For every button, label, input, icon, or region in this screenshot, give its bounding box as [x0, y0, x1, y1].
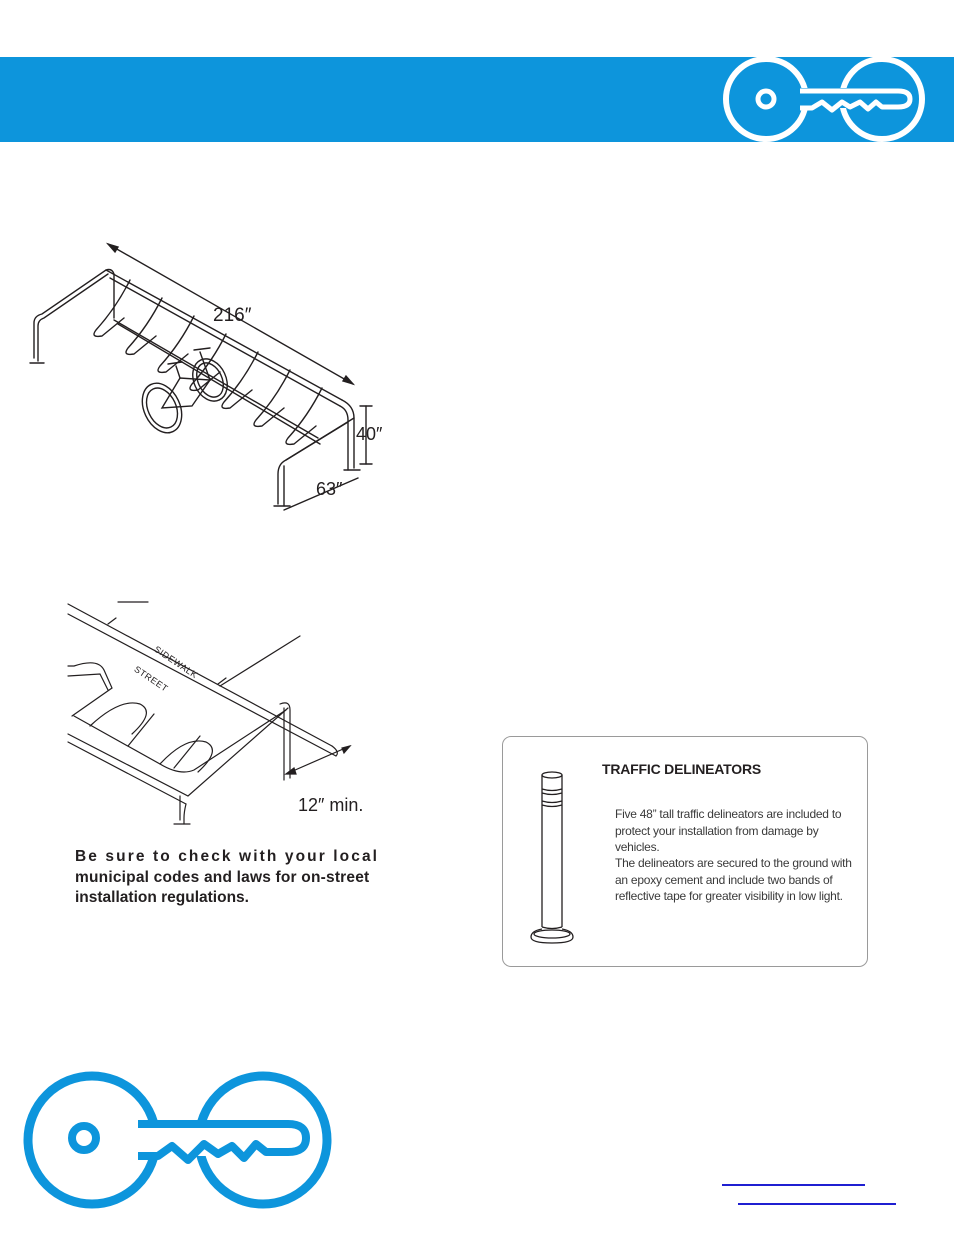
delineators-paragraph-1: Five 48” tall traffic delineators are included to protect your installation from damage by vehicles. — [615, 807, 842, 854]
bike-rack-drawing — [20, 238, 390, 513]
delineators-paragraph-2: The delineators are secured to the ground with an epoxy cement and include two bands of reflective tape for greater visibility in low light. — [615, 856, 852, 903]
key-link-icon — [722, 55, 926, 143]
footer-link-2[interactable] — [738, 1203, 896, 1205]
note-line-1: Be sure to check with your local — [75, 848, 380, 865]
sidewalk-label: SIDEWALK — [152, 644, 200, 681]
clearance-label: 12″ min. — [298, 795, 364, 815]
delineators-title: TRAFFIC DELINEATORS — [602, 761, 762, 777]
note-line-3: installation regulations. — [75, 889, 249, 906]
footer-link-1[interactable] — [722, 1184, 865, 1186]
rack-length-label: 216″ — [213, 305, 252, 326]
street-label: STREET — [132, 664, 170, 694]
traffic-delineators-box — [502, 736, 868, 967]
rack-depth-label: 63″ — [316, 479, 343, 499]
rack-height-label: 40″ — [356, 424, 383, 444]
key-link-icon — [20, 1068, 335, 1212]
installation-note — [75, 847, 380, 909]
delineator-post-icon — [527, 767, 577, 947]
note-line-2: municipal codes and laws for on-street — [75, 868, 370, 886]
